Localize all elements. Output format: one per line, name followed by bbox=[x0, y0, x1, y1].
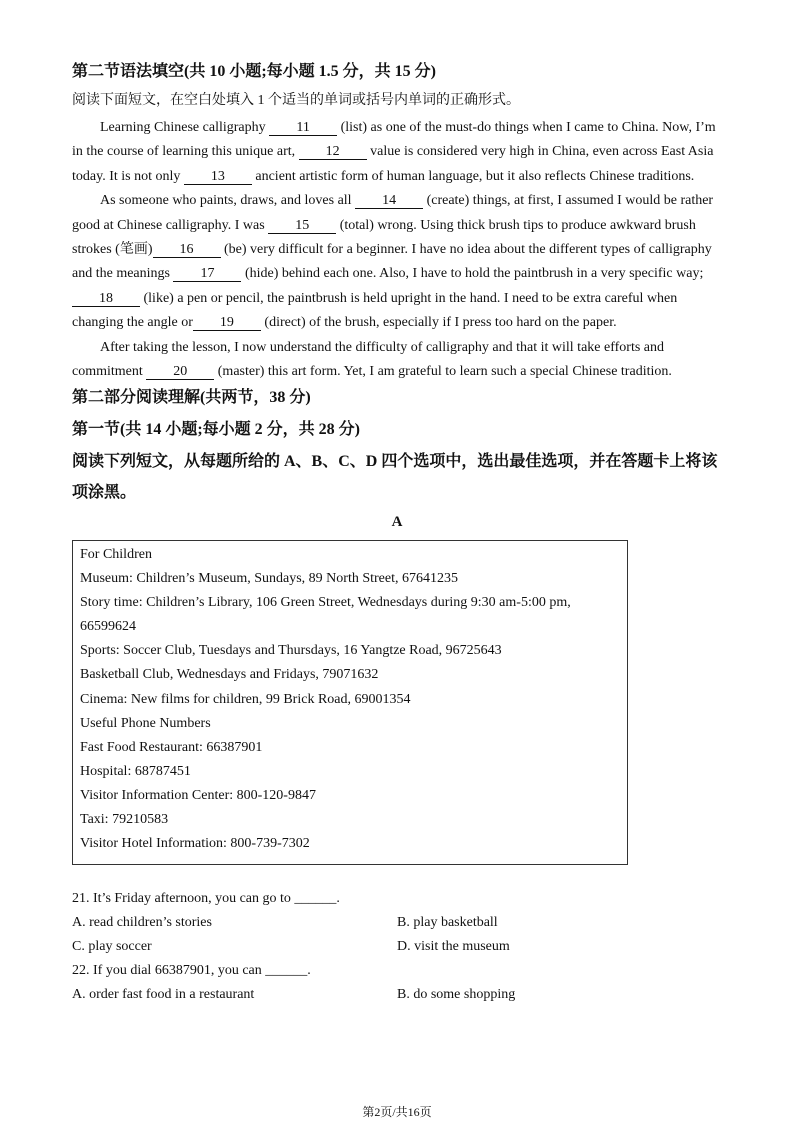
passage-line bbox=[72, 140, 722, 164]
reading-instruction bbox=[72, 446, 717, 508]
passage-line bbox=[72, 336, 722, 360]
passage-text: (like) a pen or pencil, the paintbrush is held upright in the hand. I need to be extra careful when bbox=[140, 290, 678, 306]
passage-text: Learning Chinese calligraphy bbox=[100, 120, 270, 135]
notice-line: Hospital: 68787451 bbox=[80, 763, 191, 779]
question-stem-22: 22. If you dial 66387901, you can ______. bbox=[72, 963, 311, 978]
notice-box bbox=[72, 540, 628, 865]
question-22-option-a: A. order fast food in a restaurant bbox=[72, 987, 255, 1002]
passage-line bbox=[72, 287, 722, 311]
reading-instruction-line: 阅读下列短文，从每题所给的 A、B、C、D 四个选项中，选出最佳选项，并在答题卡上将该 bbox=[72, 453, 718, 470]
passage-line bbox=[72, 360, 722, 384]
passage-text: (list) as one of the must-do things when I came to China. Now, I’m bbox=[337, 120, 716, 135]
passage-text: (total) wrong. Using thick brush tips to produce awkward brush bbox=[336, 217, 696, 233]
answer-blank-12: 12 bbox=[299, 145, 367, 160]
question-stem-21: 21. It’s Friday afternoon, you can go to ______. bbox=[72, 891, 340, 906]
reading-part-heading: 第二部分阅读理解(共两节，38 分) bbox=[72, 389, 311, 406]
grammar-section-instruction: 阅读下面短文，在空白处填入 1 个适当的单词或括号内单词的正确形式。 bbox=[72, 93, 520, 108]
passage-label: A bbox=[391, 514, 403, 530]
passage-line bbox=[72, 311, 722, 335]
notice-line: Museum: Children’s Museum, Sundays, 89 North Street, 67641235 bbox=[80, 571, 458, 587]
passage-line bbox=[72, 238, 722, 262]
option-row bbox=[72, 911, 722, 935]
passage-text: good at Chinese calligraphy. I was bbox=[72, 217, 269, 233]
notice-line: Visitor Hotel Information: 800-739-7302 bbox=[80, 836, 310, 852]
notice-line: Basketball Club, Wednesdays and Fridays, 79071632 bbox=[80, 667, 379, 683]
grammar-section-heading: 第二节语法填空(共 10 小题;每小题 1.5 分，共 15 分) bbox=[72, 63, 436, 80]
passage-line bbox=[72, 262, 722, 286]
reading-section-heading: 第一节(共 14 小题;每小题 2 分，共 28 分) bbox=[72, 421, 360, 438]
reading-instruction-line: 项涂黑。 bbox=[72, 484, 137, 501]
passage-text: today. It is not only bbox=[72, 168, 184, 184]
notice-line: Cinema: New films for children, 99 Brick Road, 69001354 bbox=[80, 691, 411, 707]
answer-blank-19: 19 bbox=[193, 316, 261, 331]
question-21-option-b: B. play basketball bbox=[397, 915, 498, 930]
notice-line: Useful Phone Numbers bbox=[80, 715, 211, 731]
notice-line: For Children bbox=[80, 547, 152, 562]
question-22-option-b: B. do some shopping bbox=[397, 987, 516, 1002]
notice-line: Taxi: 79210583 bbox=[80, 812, 169, 828]
notice-line: Fast Food Restaurant: 66387901 bbox=[80, 739, 263, 755]
passage-line bbox=[72, 214, 722, 238]
passage-line bbox=[72, 165, 722, 189]
passage-text: ancient artistic form of human language, but it also reflects Chinese traditions. bbox=[251, 168, 695, 184]
passage-line bbox=[72, 116, 722, 140]
notice-line: Story time: Children’s Library, 106 Green Street, Wednesdays during 9:30 am-5:00 pm, bbox=[80, 595, 571, 611]
passage-text: (be) very difficult for a beginner. I have no idea about the different types of calligraphy bbox=[220, 241, 712, 257]
passage-text: changing the angle or bbox=[72, 315, 193, 331]
passage-text: (master) this art form. Yet, I am grateful to learn such a special Chinese tradition. bbox=[214, 363, 672, 379]
notice-line: Visitor Information Center: 800-120-9847 bbox=[80, 787, 316, 803]
answer-blank-13: 13 bbox=[184, 170, 252, 185]
passage-text: After taking the lesson, I now understand the difficulty of calligraphy and that it will take efforts and bbox=[100, 339, 664, 355]
option-row bbox=[72, 983, 722, 1007]
notice-line: Sports: Soccer Club, Tuesdays and Thursdays, 16 Yangtze Road, 96725643 bbox=[80, 643, 502, 659]
notice-line: 66599624 bbox=[80, 619, 136, 635]
answer-blank-18: 18 bbox=[72, 292, 140, 307]
page-number-footer: 第2页/共16页 bbox=[362, 1105, 432, 1119]
question-21-option-d: D. visit the museum bbox=[397, 939, 510, 954]
answer-blank-14: 14 bbox=[355, 194, 423, 209]
passage-text: (create) things, at first, I assumed I would be rather bbox=[423, 193, 714, 209]
passage-text: (hide) behind each one. Also, I have to hold the paintbrush in a very specific way; bbox=[241, 266, 704, 282]
question-21-option-a: A. read children’s stories bbox=[72, 915, 212, 930]
passage-text: As someone who paints, draws, and loves all bbox=[100, 193, 356, 209]
passage-text: commitment bbox=[72, 363, 147, 379]
grammar-passage bbox=[72, 116, 722, 384]
answer-blank-20: 20 bbox=[146, 365, 214, 380]
passage-text: (direct) of the brush, especially if I press too hard on the paper. bbox=[260, 315, 617, 331]
question-list bbox=[72, 887, 722, 1007]
passage-text: and the meanings bbox=[72, 266, 174, 282]
passage-text: strokes (笔画) bbox=[72, 241, 153, 257]
answer-blank-17: 17 bbox=[173, 267, 241, 282]
answer-blank-15: 15 bbox=[268, 219, 336, 234]
passage-line bbox=[72, 189, 722, 213]
question-21-option-c: C. play soccer bbox=[72, 939, 152, 954]
answer-blank-11: 11 bbox=[269, 121, 337, 136]
passage-text: in the course of learning this unique art, bbox=[72, 144, 299, 160]
option-row bbox=[72, 935, 722, 959]
answer-blank-16: 16 bbox=[153, 243, 221, 258]
passage-text: value is considered very high in China, even across East Asia bbox=[366, 144, 714, 160]
